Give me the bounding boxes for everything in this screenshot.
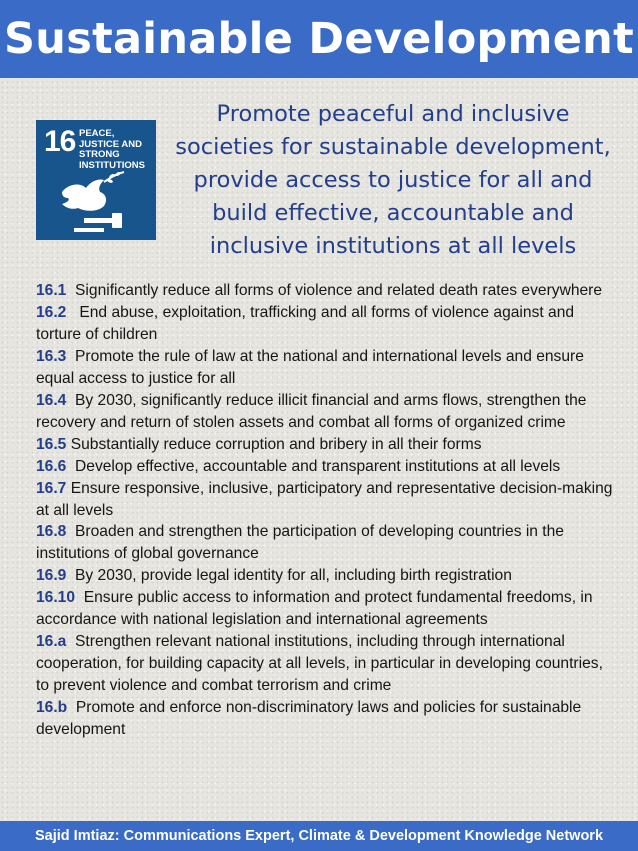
target-item — [36, 434, 616, 456]
target-code: 16.1 — [36, 282, 67, 299]
target-code: 16.a — [36, 633, 67, 651]
target-item — [36, 565, 616, 587]
target-code: 16.3 — [36, 347, 67, 365]
target-text: By 2030, significantly reduce illicit financial and arms flows, strengthen the recovery and return of stolen assets and combat all forms of organized crime — [36, 391, 587, 431]
target-item — [36, 697, 616, 741]
target-code: 16.4 — [36, 391, 67, 409]
target-text: End abuse, exploitation, trafficking and all forms of violence against and torture of children — [36, 303, 575, 343]
page-title: Sustainable Development — [4, 14, 634, 64]
targets-list — [36, 280, 616, 741]
footer-banner — [0, 821, 638, 851]
target-text: Broaden and strengthen the participation of developing countries in the institutions of global governance — [36, 523, 564, 563]
target-text: Significantly reduce all forms of violence and related death rates everywhere — [75, 282, 603, 299]
header-banner — [0, 0, 638, 78]
author-credit: Sajid Imtiaz: Communications Expert, Climate & Development Knowledge Network — [34, 828, 604, 844]
target-code: 16.5 — [36, 435, 67, 453]
target-text: Promote the rule of law at the national and international levels and ensure equal access to justice for all — [36, 347, 584, 387]
target-item — [36, 302, 616, 346]
target-item — [36, 346, 616, 390]
target-item — [36, 390, 616, 434]
target-text: Substantially reduce corruption and bribery in all their forms — [70, 435, 482, 453]
target-text: By 2030, provide legal identity for all, including birth registration — [75, 567, 512, 585]
dove-gavel-icon — [54, 170, 140, 234]
target-text: Develop effective, accountable and transparent institutions at all levels — [75, 457, 561, 475]
target-item — [36, 456, 616, 478]
target-text: Strengthen relevant national institutions, including through international cooperation, for building capacity at all levels, in particular in developing countries, to prevent violence and combat terrorism and crime — [36, 633, 603, 695]
target-code: 16.b — [36, 699, 68, 717]
target-code: 16.2 — [36, 303, 67, 321]
target-code: 16.10 — [36, 589, 76, 607]
target-text: Ensure public access to information and protect fundamental freedoms, in accordance with national legislation and international agreements — [36, 589, 593, 629]
sdg16-badge — [36, 120, 156, 240]
target-text: Promote and enforce non-discriminatory laws and policies for sustainable development — [36, 699, 582, 739]
target-item — [36, 478, 616, 522]
badge-label: PEACE, JUSTICE AND STRONG INSTITUTIONS — [79, 128, 145, 171]
target-code: 16.6 — [36, 457, 67, 475]
target-code: 16.9 — [36, 567, 67, 585]
target-item — [36, 280, 616, 302]
target-item — [36, 631, 616, 697]
target-code: 16.7 — [36, 479, 67, 497]
target-code: 16.8 — [36, 523, 67, 541]
badge-number: 16 — [44, 125, 76, 158]
target-item — [36, 521, 616, 565]
target-item — [36, 587, 616, 631]
goal-statement: Promote peaceful and inclusive societies for sustainable development, provide access to justice for all and build effective, accountable and inclusive institutions at all levels — [175, 101, 611, 259]
target-text: Ensure responsive, inclusive, participatory and representative decision-making at all levels — [36, 479, 613, 519]
